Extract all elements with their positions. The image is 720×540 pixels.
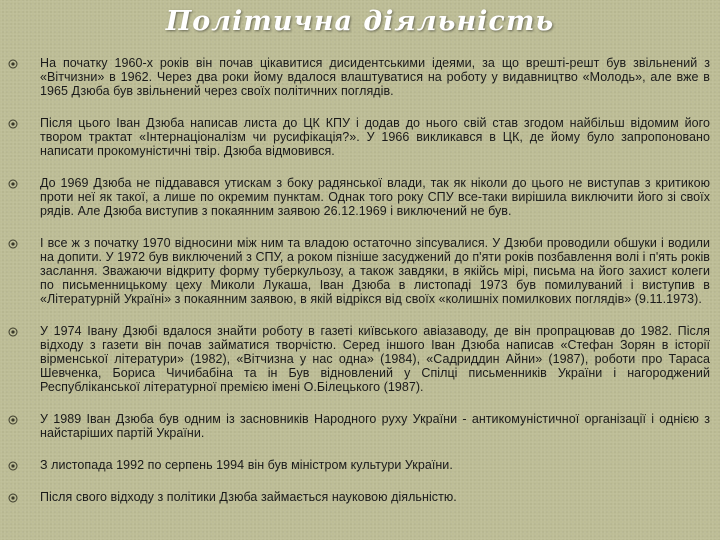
target-bullet-icon [8,119,18,129]
list-item [0,56,720,98]
target-bullet-icon [8,179,18,189]
list-item-text: На початку 1960-х років він почав цікавитися дисидентськими ідеями, за що врешті-решт був звільнений з «Вітчизни» в 1962. Через два роки йому вдалося влаштуватися на роботу у видавництво «Молодь», але вже в 1965 Дзюба був звільнений через своїх політичних поглядів. [40,56,710,98]
list-item [0,458,720,472]
target-bullet-icon [8,493,18,503]
list-item-text: Після свого відходу з політики Дзюба займається науковою діяльністю. [40,490,457,504]
target-bullet-icon [8,59,18,69]
list-item-text: І все ж з початку 1970 відносини між ним та владою остаточно зіпсувалися. У Дзюби проводили обшуки і водили на допити. У 1972 був виключений з СПУ, а роком пізніше засуджений до п'яти років позбавлення волі і п'ять років заслання. Зважаючи відкриту форму туберкульозу, а також завдяки, в якійсь мірі, письма на його захист колеги по письменницькому цеху Миколи Лукаша, Іван Дзюба в листопаді 1973 був помилуваний і виступив в «Літературній Україні» з покаянним заявою, в якій відрікся від своїх «колишніх помилкових поглядів» (9.11.1973). [40,236,710,306]
list-item-text: У 1989 Іван Дзюба був одним із засновників Народного руху України - антикомуністичної організації і однією з найстаріших партій України. [40,412,710,440]
list-item-text: Після цього Іван Дзюба написав листа до ЦК КПУ і додав до нього свій став згодом найбільш відомим його твором трактат «Інтернаціоналізм чи русифікація?». У 1966 викликався в ЦК, де йому було запропоновано написати прокомуністичнi твір. Дзюба відмовився. [40,116,710,158]
list-item-text: У 1974 Івану Дзюбі вдалося знайти роботу в газеті київського авіазаводу, де він пропрацював до 1982. Після відходу з газети він почав займатися творчістю. Серед іншого Іван Дзюба написав «Стефан Зорян в історії вірменської літератури» (1982), «Вітчизна у нас одна» (1984), «Садриддин Айни» (1987), роботи про Тараса Шевченка, Бориса Чичибабіна та ін Був відновлений у Спілці письменників України і нагороджений Республіканської літературної премією імені О.Білецького (1987). [40,324,710,394]
target-bullet-icon [8,461,18,471]
list-item [0,176,720,218]
slide-title: Політична діяльність [165,6,555,37]
list-item [0,236,720,306]
list-item [0,490,720,504]
bullet-list [0,52,720,504]
list-item [0,324,720,394]
list-item-text: До 1969 Дзюба не піддавався утискам з боку радянської влади, так як ніколи до цього не виступав з критикою проти неї як такої, а лише по окремим пунктам. Однак того року СПУ все-таки вирішила виключити його зі своїх рядів. Але Дзюба виступив з покаянним заявою 26.12.1969 і виключений не був. [40,176,710,218]
list-item [0,412,720,440]
target-bullet-icon [8,415,18,425]
list-item [0,116,720,158]
target-bullet-icon [8,239,18,249]
target-bullet-icon [8,327,18,337]
list-item-text: З листопада 1992 по серпень 1994 він був міністром культури України. [40,458,453,472]
